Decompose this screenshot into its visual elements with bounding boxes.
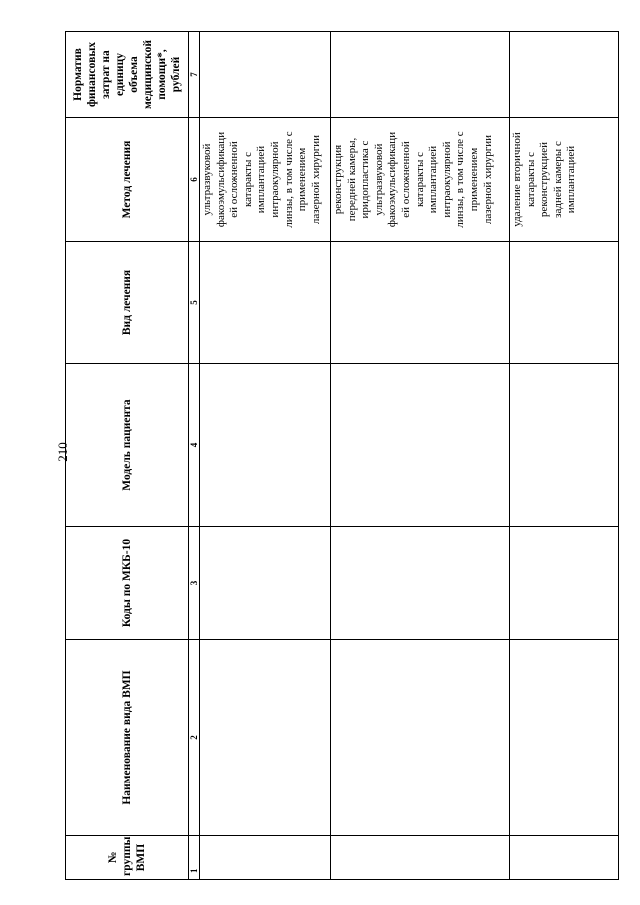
header-icd-codes: Коды по МКБ-10 [66,527,189,640]
column-number-1: 1 [189,836,200,880]
treatment-method-cell: удаление вторичной катаракты с реконструкцией задней камеры с имплантацией [510,118,619,242]
column-number-2: 2 [189,640,200,836]
header-group-number: № группы ВМП [66,836,189,880]
column-number-3: 3 [189,527,200,640]
table-row [510,32,619,880]
header-row [66,32,189,880]
header-vmp-name: Наименование вида ВМП [66,640,189,836]
table-area [65,32,611,880]
column-number-7: 7 [189,32,200,118]
page-number: 210 [55,442,70,462]
column-number-4: 4 [189,364,200,527]
column-number-row [189,32,200,880]
header-treatment-type: Вид лечения [66,242,189,364]
table-row [331,32,510,880]
rotated-table-container [65,32,611,880]
treatment-method-cell: реконструкция передней камеры, иридопластика с ультразвуковой факоэмульсификаци ей осложненной катаракты с имплантацией интраокулярной линзы, в том числе с применением лазерной хирургии [331,118,510,242]
table-row [200,32,331,880]
column-number-6: 6 [189,118,200,242]
column-number-5: 5 [189,242,200,364]
header-treatment-method: Метод лечения [66,118,189,242]
header-patient-model: Модель пациента [66,364,189,527]
vmp-table [65,31,619,880]
treatment-method-cell: ультразвуковой факоэмульсификаци ей осложненной катаракты с имплантацией интраокулярной линзы, в том числе с применением лазерной хирургии [200,118,331,242]
header-cost-standard: Норматив финансовых затрат на единицу объема медицинской помощи*, рублей [66,32,189,118]
